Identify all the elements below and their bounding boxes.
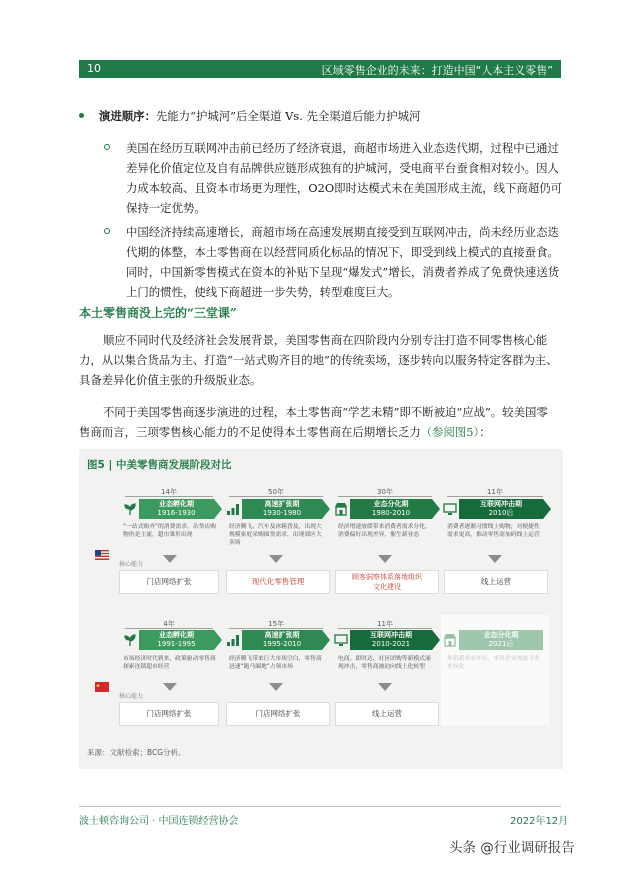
- figure-source: 来源：文献检索；BCG分析。: [87, 748, 186, 757]
- footer-divider: [79, 806, 561, 807]
- us-stage-2-years: 50年: [268, 488, 284, 496]
- us-stage-4-bar: [459, 499, 543, 519]
- arrow-right-icon: [214, 499, 222, 519]
- stage-name: 互联网冲击期: [480, 500, 522, 508]
- chevron-down-icon: [269, 683, 283, 691]
- circle-bullet-icon: [104, 144, 110, 150]
- stage-period: 2010-2021: [371, 640, 411, 648]
- us-stage-2-ability: 现代化零售管理: [226, 570, 330, 594]
- stage-period: 2021后: [488, 640, 514, 648]
- us-stage-4-desc: 消费者逐渐习惯线上购物，对便捷性需求更高，推动零售商加码线上运营: [447, 524, 540, 538]
- us-flag-icon: [95, 550, 109, 560]
- us-stage-3-ability: 顾客洞察体系落地组织文化建设: [335, 570, 439, 594]
- arrow-right-icon: [322, 630, 330, 650]
- footer-date: 2022年12月: [510, 816, 569, 827]
- arrow-right-icon: [322, 499, 330, 519]
- chevron-down-icon: [488, 555, 502, 563]
- paragraph-2-end: ：: [479, 425, 491, 439]
- timespan-line: [338, 496, 432, 497]
- stage-name: 业态分化期: [373, 500, 409, 508]
- timespan-line: [229, 496, 323, 497]
- us-stage-2-desc: 经济腾飞、汽车及冰箱普及，出现大规模家庭采购囤货需求，出现郊区大卖场: [229, 524, 322, 546]
- cn-stage-1-bar: [139, 630, 214, 650]
- sub-item-cn: [104, 222, 559, 302]
- bullet-dot-icon: [79, 113, 84, 118]
- chevron-down-icon: [163, 683, 177, 691]
- paragraph-1: 顺应不同时代及经济社会发展背景，美国零售商在四阶段内分别专注打造不同零售核心能力，从以集合货品为主、打造“一站式购齐目的地”的传统卖场，逐步转向以服务特定客群为主、具备差异化价值主张的升级版业态。: [79, 333, 558, 387]
- stage-name: 高速扩张期: [264, 500, 300, 508]
- chevron-down-icon: [378, 555, 392, 563]
- timespan-line: [229, 628, 323, 629]
- paragraph-2: [79, 402, 559, 442]
- stage-name: 业态孵化期: [159, 500, 194, 508]
- cn-stage-2-ability: 门店网络扩张: [226, 702, 330, 726]
- paragraph-2-text: 不同于美国零售商逐步演进的过程，本土零售商“学艺未精”即不断被迫“应战”。较美国零售商而言，三项零售核心能力的不足使得本土零售商在后期增长乏力: [79, 405, 548, 439]
- cn-stage-4-desc: 外资新业态冲击，零售企业需要寻求差异化: [447, 656, 540, 670]
- stage-name: 互联网冲击期: [370, 631, 412, 639]
- circle-bullet-icon: [104, 228, 110, 234]
- cn-stage-1-desc: 市场经济时代到来，政策驱动零售商探索连锁超市经营: [123, 656, 216, 670]
- cn-stage-3-ability: 线上运营: [335, 702, 439, 726]
- cn-stage-3-years: 11年: [377, 620, 393, 628]
- us-stage-1-ability: 门店网络扩张: [119, 570, 219, 594]
- china-flag-icon: [95, 682, 109, 692]
- seedling-icon: [123, 633, 137, 647]
- us-stage-1-bar: [139, 499, 214, 519]
- us-stage-3-bar: [350, 499, 432, 519]
- chevron-down-icon: [269, 555, 283, 563]
- timespan-line: [125, 496, 213, 497]
- arrow-right-icon: [214, 630, 222, 650]
- page-number: 10: [87, 62, 101, 75]
- arrow-right-icon: [432, 630, 440, 650]
- us-stage-1-years: 14年: [161, 488, 177, 496]
- cn-stage-3-bar: [350, 630, 432, 650]
- stage-name: 业态孵化期: [159, 631, 194, 639]
- stage-name: 业态分化期: [483, 631, 519, 639]
- section-title: 本土零售商没上完的“三堂课”: [79, 306, 237, 320]
- chevron-down-icon: [378, 683, 392, 691]
- growth-bars-icon: [226, 633, 240, 647]
- cn-stage-1-years: 4年: [163, 620, 175, 628]
- cn-stage-1-ability: 门店网络扩张: [119, 702, 219, 726]
- cn-stage-3-desc: 电商、即时达、社区团购等新模式涌现冲击，零售商被迫向线上化转型: [338, 656, 431, 670]
- us-stage-3-years: 30年: [377, 488, 393, 496]
- stage-period: 1916-1930: [157, 509, 196, 517]
- header-title: 区域零售企业的未来：打造中国“人本主义零售”: [321, 64, 553, 77]
- timespan-line: [447, 496, 543, 497]
- arrow-right-icon: [543, 499, 551, 519]
- timespan-line: [125, 628, 213, 629]
- bullet-body: 先能力“护城河”后全渠道 Vs. 先全渠道后能力护城河: [155, 109, 421, 123]
- figure-title: 图5 | 中美零售商发展阶段对比: [87, 459, 232, 471]
- store-icon: [334, 502, 348, 516]
- sub-item-us: [104, 138, 562, 218]
- us-stage-4-ability: 线上运营: [444, 570, 548, 594]
- timespan-line: [338, 628, 432, 629]
- cn-stage-2-years: 15年: [268, 620, 284, 628]
- stage-period: 2010后: [488, 509, 514, 517]
- stage-period: 1995-2010: [262, 640, 302, 648]
- store-icon: [443, 633, 457, 647]
- figure-reference-link[interactable]: （参阅图5）: [420, 425, 480, 439]
- footer-publisher: 波士顿咨询公司 · 中国连锁经营协会: [79, 816, 239, 827]
- arrow-right-icon: [432, 499, 440, 519]
- growth-bars-icon: [226, 502, 240, 516]
- header-bar: [79, 60, 561, 78]
- us-stage-2-bar: [242, 499, 322, 519]
- cn-stage-4-bar: [459, 630, 543, 650]
- chevron-down-icon: [163, 555, 177, 563]
- us-stage-4-years: 11年: [487, 488, 503, 496]
- us-ability-label: 核心能力: [119, 561, 144, 568]
- cn-stage-2-bar: [242, 630, 322, 650]
- bullet-lead: 演进顺序：: [99, 109, 156, 123]
- cn-ability-label: 核心能力: [119, 693, 144, 700]
- figure-5: [79, 449, 563, 769]
- us-stage-1-desc: “一站式购齐”的消费需求，杂货店购物仍是主流，超市雏形出现: [123, 524, 216, 538]
- monitor-icon: [334, 633, 348, 647]
- cn-stage-2-desc: 经济腾飞带来巨大市场空白，零售商迅速“跑马圈地”占领市场: [229, 656, 322, 670]
- stage-period: 1991-1995: [157, 640, 196, 648]
- sub-item-text: 美国在经历互联网冲击前已经历了经济衰退，商超市场进入业态迭代期，过程中已通过差异化价值定位及自有品牌供应链形成独有的护城河，受电商平台蚕食相对较小。因人力成本较高、且资本市场更为理性，O2O即时达模式未在美国形成主流，线下商超仍可保持一定优势。: [126, 141, 562, 215]
- us-stage-3-desc: 经济增速放缓带来消费者需求分化，消费偏好出现差异，催生新业态: [338, 524, 431, 538]
- monitor-icon: [443, 502, 457, 516]
- stage-period: 1930-1980: [262, 509, 302, 517]
- sub-item-text: 中国经济持续高速增长，商超市场在高速发展期直接受到互联网冲击，尚未经历业态迭代期的体整，本土零售商在以经营同质化标品的情况下，即受到线上模式的直接蚕食。同时，中国新零售模式在资本的补贴下呈现“爆发式”增长，消费者养成了免费快速送货上门的惯性，使线下商超进一步失势，转型难度巨大。: [126, 225, 560, 299]
- seedling-icon: [123, 502, 137, 516]
- stage-period: 1980-2010: [371, 509, 411, 517]
- stage-name: 高速扩张期: [264, 631, 300, 639]
- watermark: 头条 @行业调研报告: [449, 840, 575, 856]
